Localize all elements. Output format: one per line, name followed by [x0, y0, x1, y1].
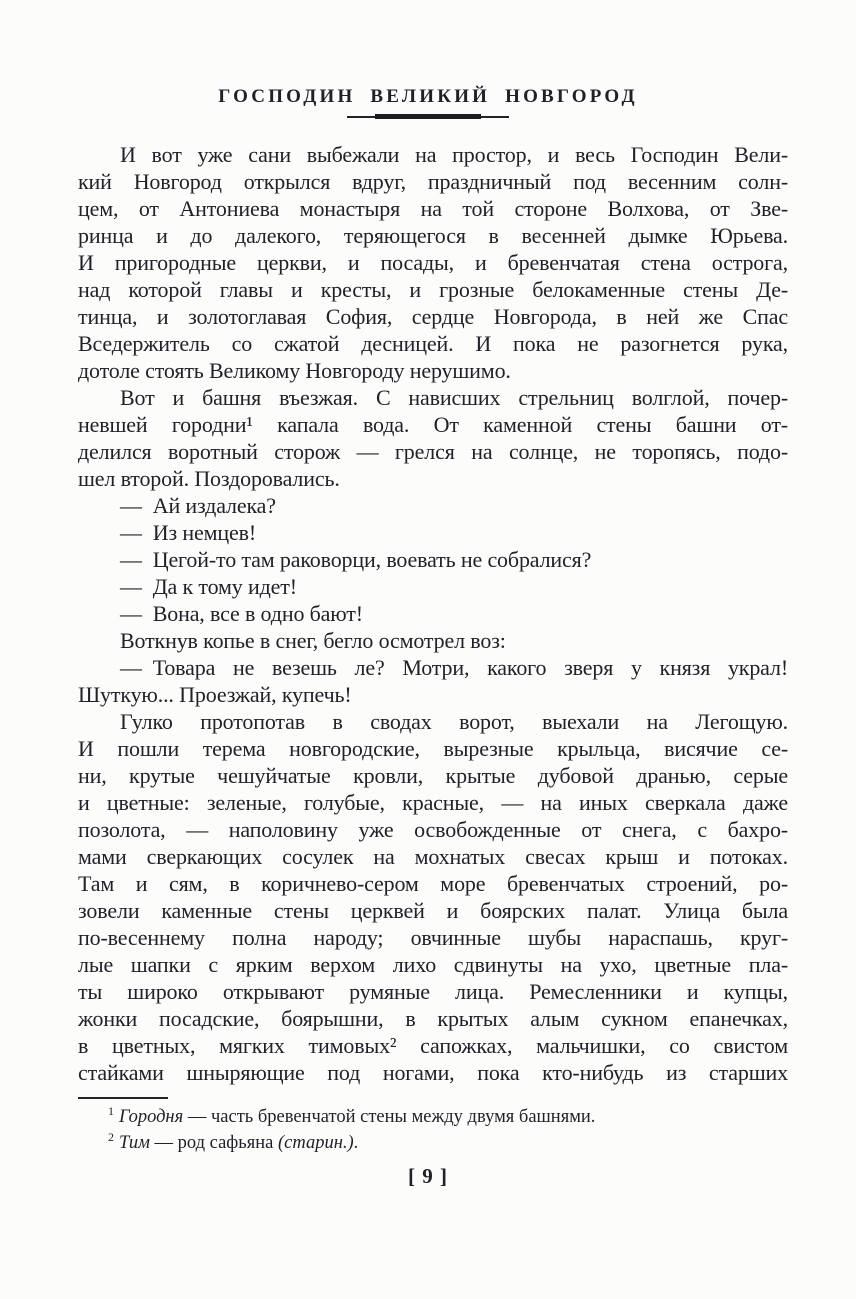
footnote-term: (старин.) — [277, 1133, 354, 1153]
footnote-marker: 1 — [108, 1103, 114, 1118]
footnote-term: Тим — [119, 1133, 150, 1153]
text-line: Вот и башня въезжая. С нависших стрельниц волглой, почер- — [120, 385, 788, 410]
footnote-item — [78, 1104, 788, 1130]
text-line: — Из немцев! — [120, 520, 256, 545]
text-line: И пригородные церкви, и посады, и бревенчатая стена острога, — [78, 250, 788, 275]
text-line: стайками шныряющие под ногами, пока кто-нибудь из старших — [78, 1060, 788, 1085]
page-number: [ 9 ] — [408, 1164, 448, 1188]
text-line: над которой главы и кресты, и грозные белокаменные стены Де- — [78, 277, 788, 302]
text-line: позолота, — наполовину уже освобожденные от снега, с бахро- — [78, 817, 788, 842]
text-line: кий Новгород открылся вдруг, праздничный под весенним солн- — [78, 169, 788, 194]
text-line: по-весеннему полна народу; овчинные шубы нараспашь, круг- — [78, 925, 788, 950]
text-line: цем, от Антониева монастыря на той стороне Волхова, от Зве- — [78, 196, 788, 221]
text-line: Вседержитель со сжатой десницей. И пока не разогнется рука, — [78, 331, 788, 356]
footnote-item — [78, 1130, 788, 1156]
text-line: — Товара не везешь ле? Мотри, какого зверя у князя украл! — [120, 655, 788, 680]
text-line: ты широко открывают румяные лица. Ремесленники и купцы, — [78, 979, 788, 1004]
footnotes-block — [78, 1104, 788, 1156]
text-line: делился воротный сторож — грелся на солнце, не торопясь, подо- — [78, 439, 788, 464]
footnote-rule — [78, 1097, 168, 1099]
text-line: жонки посадские, боярышни, в крытых алым сукном епанечках, — [78, 1006, 788, 1031]
text-line: шел второй. Поздоровались. — [78, 466, 340, 491]
text-line: — Цегой-то там раковорци, воевать не собралися? — [120, 547, 592, 572]
text-line: тинца, и золотоглавая София, сердце Новгорода, в ней же Спас — [78, 304, 788, 329]
footnote-text: . — [353, 1133, 359, 1153]
text-line: и цветные: зеленые, голубые, красные, — на иных сверкала даже — [78, 790, 788, 815]
text-line: — Вона, все в одно бают! — [120, 601, 363, 626]
text-line: зовели каменные стены церквей и боярских палат. Улица была — [78, 898, 788, 923]
text-line: в цветных, мягких тимовых² сапожках, мальчишки, со свистом — [78, 1033, 788, 1058]
text-line: мами сверкающих сосулек на мохнатых свесах крыш и потоках. — [78, 844, 788, 869]
text-line: лые шапки с ярким верхом лихо сдвинуты на ухо, цветные пла- — [78, 952, 788, 977]
footnote-term: Городня — [119, 1107, 184, 1127]
text-line: дотоле стоять Великому Новгороду нерушимо. — [78, 358, 511, 383]
text-line: — Да к тому идет! — [120, 574, 297, 599]
text-line: Шуткую... Проезжай, купечь! — [78, 682, 352, 707]
text-line: И вот уже сани выбежали на простор, и весь Господин Вели- — [120, 142, 788, 167]
text-line: Воткнув копье в снег, бегло осмотрел воз: — [120, 628, 506, 653]
text-line: И пошли терема новгородские, вырезные крыльца, висячие се- — [78, 736, 788, 761]
ornament-thick-rule — [375, 114, 481, 119]
text-line: — Ай издалека? — [120, 493, 276, 518]
footnote-text: — род сафьяна — [149, 1133, 278, 1153]
text-line: ни, крутые чешуйчатые кровли, крытые дубовой дранью, серые — [78, 763, 788, 788]
text-line: невшей городни¹ капала вода. От каменной стены башни от- — [78, 412, 788, 437]
footnote-text: — часть бревенчатой стены между двумя башнями. — [183, 1107, 596, 1127]
text-line: Гулко протопотав в сводах ворот, выехали на Легощую. — [120, 709, 788, 734]
text-line: ринца и до далекого, теряющегося в весенней дымке Юрьева. — [78, 223, 788, 248]
running-head-title: ГОСПОДИН ВЕЛИКИЙ НОВГОРОД — [218, 86, 638, 107]
header-ornament — [347, 114, 509, 120]
text-block — [78, 141, 788, 1086]
text-line: Там и сям, в коричнево-сером море бревенчатых строений, ро- — [78, 871, 788, 896]
footnote-marker: 2 — [108, 1129, 114, 1144]
